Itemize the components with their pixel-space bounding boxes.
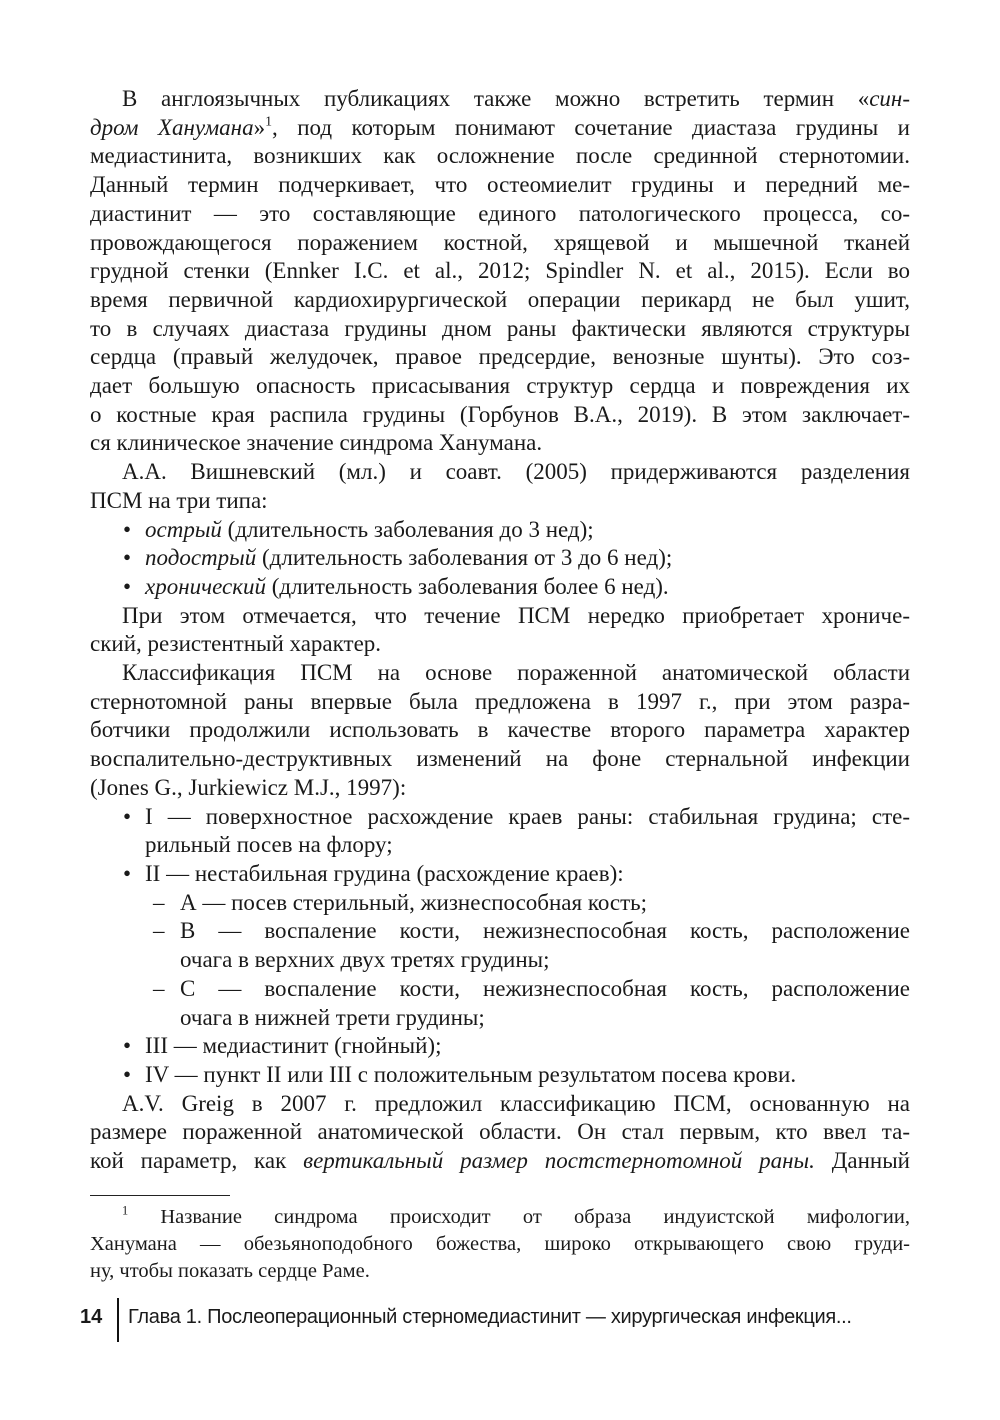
text-line [180,889,910,918]
text-run: При этом отмечается, что течение ПСМ нередко приобретает хрониче- [122,602,910,628]
list-item [90,1032,910,1061]
text-run: ботчики продолжили использовать в качестве второго параметра характер [90,717,910,743]
text-run: ПСМ на три типа: [90,487,268,513]
text-run: дает большую опасность присасывания структур сердца и повреждения их [90,373,910,399]
text-line [90,343,910,372]
text-run: ский, резистентный характер. [90,631,382,657]
text-line [90,602,910,631]
text-run: размере пораженной анатомической области. Он стал первым, кто ввел та- [90,1119,910,1145]
text-run: кой параметр, как [90,1148,304,1174]
list-item [90,975,910,1032]
text-run: сердца (правый желудочек, правое предсердие, венозные шунты). Это соз- [90,344,910,370]
bullet-marker: • [123,1061,132,1087]
footnote [90,1204,910,1285]
text-run: A.V. Greig в 2007 г. предложил классификацию ПСМ, основанную на [122,1090,910,1116]
text-run: (длительность заболевания от 3 до 6 нед); [256,545,673,571]
footer-divider [117,1298,119,1342]
dash-marker: – [153,918,165,944]
text-line [90,286,910,315]
page-number: 14 [80,1306,103,1328]
text-run: очага в нижней трети грудины; [180,1004,485,1030]
footnote-ref: 1 [265,113,272,129]
list-item [90,889,910,918]
text-run: ну, чтобы показать сердце Раме. [90,1260,370,1282]
italic-text: вертикальный размер постстернотомной раны. [303,1148,815,1174]
text-line [145,803,910,832]
text-run: А — посев стерильный, жизнеспособная кость; [180,889,648,915]
text-line [90,229,910,258]
bullet-marker: • [123,516,132,542]
text-line [180,1004,910,1033]
text-run: С — воспаление кости, нежизнеспособная кость, расположение [180,975,910,1001]
list-item [90,803,910,860]
text-line [90,659,910,688]
paragraph [90,659,910,803]
text-line [90,372,910,401]
text-line [90,114,910,143]
list-item [90,573,910,602]
list-item [90,544,910,573]
italic-text: подострый [145,545,257,571]
italic-text: син- [869,86,910,111]
text-line [180,917,910,946]
text-line [90,487,910,516]
text-line [90,716,910,745]
footnote-ref: 1 [122,1203,129,1218]
text-line [90,1231,910,1258]
running-title: Глава 1. Послеоперационный стерномедиастинит — хирургическая инфекция... [128,1306,852,1328]
text-line [90,429,910,458]
text-run: В англоязычных публикациях также можно встретить термин « [122,86,870,111]
text-run: ся клиническое значение синдрома Ханумана. [90,430,543,456]
dash-marker: – [153,975,165,1001]
text-run: о костные края распила грудины (Горбунов В.А., 2019). В этом заключает- [90,401,910,427]
text-run: I — поверхностное расхождение краев раны: стабильная грудина; сте- [145,803,910,829]
text-line [145,1032,910,1061]
text-run: диастинит — это составляющие единого патологического процесса, со- [90,200,910,226]
bullet-marker: • [123,803,132,829]
text-line [90,315,910,344]
text-line [145,544,910,573]
text-line [145,860,910,889]
list-item [90,1061,910,1090]
text-line [90,1147,910,1176]
text-run: Классификация ПСМ на основе пораженной анатомической области [122,660,910,686]
dash-marker: – [153,889,165,915]
paragraph [90,85,910,458]
text-run: » [253,114,266,140]
text-run: время первичной кардиохирургической операции перикард не был ушит, [90,286,910,312]
list-item [90,860,910,889]
text-line [90,142,910,171]
text-line [90,1090,910,1119]
text-run: очага в верхних двух третях грудины; [180,947,550,973]
text-line [90,1258,910,1285]
text-line [90,200,910,229]
text-run: , под которым понимают сочетание диастаза грудины и [271,114,910,140]
text-line [145,831,910,860]
text-run: IV — пункт II или III с положительным результатом посева крови. [145,1061,797,1087]
text-run: (Jones G., Jurkiewicz M.J., 1997): [90,774,407,800]
text-run: стернотомной раны впервые была предложена в 1997 г., при этом разра- [90,688,910,714]
paragraph [90,602,910,659]
italic-text: хронический [145,573,266,599]
text-run: II — нестабильная грудина (расхождение краев): [145,860,624,886]
text-run: Ханумана — обезьяноподобного божества, широко открывающего свою груди- [90,1233,910,1255]
text-run: Данный [814,1148,910,1174]
paragraph [90,1090,910,1176]
paragraph [90,458,910,515]
text-run: (длительность заболевания более 6 нед). [265,573,669,599]
text-line [90,630,910,659]
text-line [180,946,910,975]
text-line [90,458,910,487]
text-run: Данный термин подчеркивает, что остеомиелит грудины и передний ме- [90,172,910,198]
text-line [90,688,910,717]
main-text [90,85,910,1176]
list-item [90,917,910,974]
bullet-marker: • [123,545,132,571]
bullet-marker: • [123,573,132,599]
text-run: (длительность заболевания до 3 нед); [221,516,594,542]
text-line [145,1061,910,1090]
text-line [90,1118,910,1147]
text-run: грудной стенки (Ennker I.C. et al., 2012; Spindler N. et al., 2015). Если во [90,258,910,284]
text-line [90,401,910,430]
text-run: медиастинита, возникших как осложнение после срединной стернотомии. [90,143,910,169]
text-run: рильный посев на флору; [145,832,393,858]
bullet-marker: • [123,1033,132,1059]
text-line [90,774,910,803]
list-item [90,516,910,545]
text-run: воспалительно-деструктивных изменений на фоне стернальной инфекции [90,746,910,772]
text-run: то в случаях диастаза грудины дном раны фактически являются структуры [90,315,910,341]
italic-text: дром Ханумана [90,114,254,140]
text-line [90,745,910,774]
text-run: III — медиастинит (гнойный); [145,1033,442,1059]
text-run: В — воспаление кости, нежизнеспособная кость, расположение [180,918,910,944]
text-line [145,573,910,602]
text-run: А.А. Вишневский (мл.) и соавт. (2005) придерживаются разделения [122,459,910,485]
text-line [90,171,910,200]
text-line [90,1204,910,1231]
text-line [180,975,910,1004]
footnote-divider [90,1195,230,1196]
text-line [90,257,910,286]
text-run: провождающегося поражением костной, хрящевой и мышечной тканей [90,229,910,255]
text-run: Название синдрома происходит от образа индуистской мифологии, [128,1206,910,1228]
text-line [90,85,910,114]
text-line [145,516,910,545]
italic-text: острый [145,516,222,542]
bullet-marker: • [123,860,132,886]
